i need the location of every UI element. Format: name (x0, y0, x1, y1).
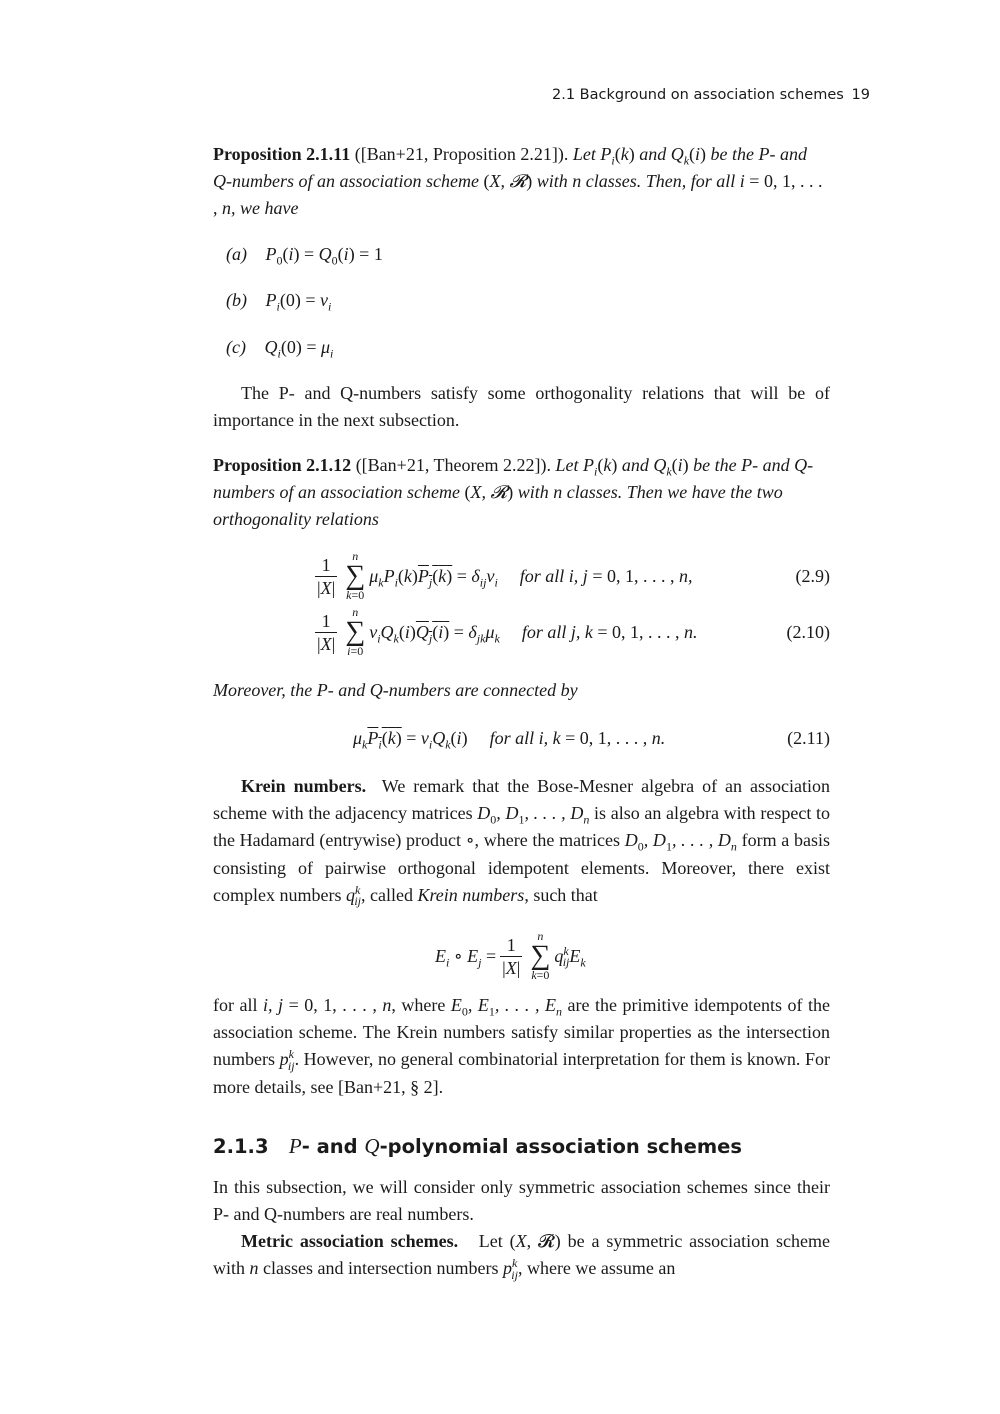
krein-term: Krein numbers (417, 884, 525, 905)
proposition-2-1-11 (213, 141, 830, 223)
prop-item-b: (b) $P_i(0) = v_i$ (226, 290, 332, 314)
subsection-title: -polynomial association schemes (379, 1135, 743, 1158)
paragraph-metric: Metric association schemes. Let (X, 𝓡) be a symmetric association scheme with n classes and intersection numbers $p^k_{ij}$, where we assume an (213, 1231, 830, 1282)
equation-2-9: $\frac{1}{|X|}$ n ∑ k=0 $\mu_kP_i(k)P_j(k) = \delta_{ij}v_i$ for all i, j = 0, 1, . . . , n, (2.9) (317, 549, 830, 602)
header-page-number: 19 (851, 87, 870, 103)
subsection-heading: 2.1.3 P- and Q-polynomial association schemes (213, 1134, 743, 1158)
paragraph-krein-continued: for all i, j = 0, 1, . . . , n, where $E_0$, $E_1$, . . . , $E_n$ are the primitive idempotents of the association scheme. The Krein numbers satisfy similar properties as the intersection numbers $p^k_{ij}$. However, no general combinatorial interpretation for them is known. For more details, see [Ban+21, § 2]. (213, 995, 830, 1097)
subsection-number: 2.1.3 (213, 1135, 269, 1158)
eq-number-2-9: (2.9) (795, 566, 830, 586)
eq-number-2-11: (2.11) (787, 728, 830, 748)
equation-2-11: $\mu_kP_i(k) = v_iQ_k(i)$ for all i, k = 0, 1, . . . , n. (2.11) (213, 712, 830, 764)
paragraph-krein: Krein numbers. We remark that the Bose-Mesner algebra of an association scheme with the adjacency matrices $D_0$, $D_1$, . . . , $D_n$ is also an algebra with respect to the Hadamard (entrywise) product ∘, where the matrices $D_0$, $D_1$, . . . , $D_n$ form a basis consisting of pairwise orthogonal idempotent elements. Moreover, there exist complex numbers $q^k_{ij}$, called Krein numbers, such that (213, 776, 831, 909)
prop-2-1-12-statement: Let $P_i(k)$ and $Q_k(i)$ be the P- and Q-numbers of an association scheme (X, 𝓡) with n classes. Then we have the two orthogonality relations (213, 455, 814, 530)
header-section-title: 2.1 Background on association schemes (552, 87, 844, 103)
paragraph-symmetric: In this subsection, we will consider only symmetric association schemes since their P- and Q-numbers are real numbers. (213, 1177, 830, 1225)
prop-2-1-12-title: Proposition 2.1.12 (213, 455, 352, 475)
prop-item-a: (a) $P_0(i) = Q_0(i) = 1$ (226, 244, 383, 268)
eq-number-2-10: (2.10) (786, 622, 830, 642)
paragraph-orthogonality: The P- and Q-numbers satisfy some orthogonality relations that will be of importance in the next subsection. (213, 383, 830, 431)
krein-heading: Krein numbers. (241, 776, 367, 796)
equation-krein: $E_i$ ∘ $E_j$ = $\frac{1}{|X|}$ n ∑ k=0 $q^k_{ij}E_k$ (435, 929, 586, 982)
prop-2-1-11-cite: ([Ban+21, Proposition 2.21]). (354, 144, 569, 164)
prop-2-1-11-statement: Let $P_i(k)$ and $Q_k(i)$ be the P- and Q-numbers of an association scheme (X, 𝓡) with n classes. Then, for all i = 0, 1, . . . , n, we have (213, 144, 823, 219)
prop-item-c: (c) $Q_i(0) = \mu_i$ (226, 337, 334, 361)
prop-2-1-11-title: Proposition 2.1.11 (213, 144, 351, 164)
metric-heading: Metric association schemes. (241, 1231, 459, 1251)
equation-2-10: $\frac{1}{|X|}$ n ∑ i=0 $v_iQ_k(i)Q_j(i) = \delta_{jk}\mu_k$ for all j, k = 0, 1, . . . , n. (2.10) (317, 605, 830, 658)
proposition-2-1-12 (213, 452, 830, 534)
moreover-line: Moreover, the P- and Q-numbers are connected by (213, 680, 578, 700)
prop-2-1-12-cite: ([Ban+21, Theorem 2.22]). (355, 455, 551, 475)
